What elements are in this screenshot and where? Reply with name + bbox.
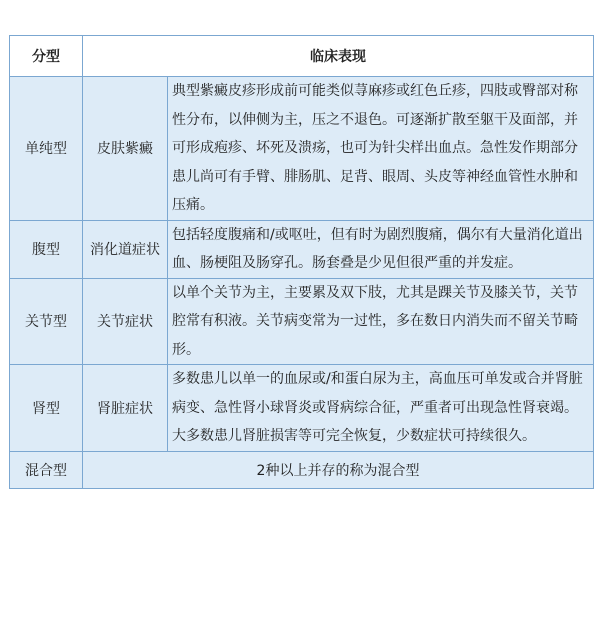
type-cell: 肾型 (10, 365, 83, 452)
type-cell: 腹型 (10, 220, 83, 278)
clinical-manifestation-table (9, 35, 594, 489)
type-cell: 关节型 (10, 278, 83, 365)
description-cell: 以单个关节为主，主要累及双下肢，尤其是踝关节及膝关节，关节腔常有积液。关节病变常为一过性，多在数日内消失而不留关节畸形。 (168, 278, 594, 365)
type-cell: 混合型 (10, 451, 83, 488)
description-cell: 包括轻度腹痛和/或呕吐，但有时为剧烈腹痛，偶尔有大量消化道出血、肠梗阻及肠穿孔。肠套叠是少见但很严重的并发症。 (168, 220, 594, 278)
type-cell: 单纯型 (10, 77, 83, 221)
table-header-row (10, 36, 594, 77)
header-manifestation: 临床表现 (83, 36, 594, 77)
description-cell: 2种以上并存的称为混合型 (83, 451, 594, 488)
table-row (10, 278, 594, 365)
table-row (10, 220, 594, 278)
symptom-cell: 关节症状 (83, 278, 168, 365)
symptom-cell: 消化道症状 (83, 220, 168, 278)
table-row-mixed (10, 451, 594, 488)
table-row (10, 77, 594, 221)
description-cell: 典型紫癜皮疹形成前可能类似荨麻疹或红色丘疹，四肢或臀部对称性分布，以伸侧为主，压之不退色。可逐渐扩散至躯干及面部，并可形成疱疹、坏死及溃疡，也可为针尖样出血点。急性发作期部分患儿尚可有手臂、腓肠肌、足背、眼周、头皮等神经血管性水肿和压痛。 (168, 77, 594, 221)
symptom-cell: 皮肤紫癜 (83, 77, 168, 221)
table-row (10, 365, 594, 452)
header-type: 分型 (10, 36, 83, 77)
description-cell: 多数患儿以单一的血尿或/和蛋白尿为主，高血压可单发或合并肾脏病变、急性肾小球肾炎或肾病综合征，严重者可出现急性肾衰竭。大多数患儿肾脏损害等可完全恢复，少数症状可持续很久。 (168, 365, 594, 452)
symptom-cell: 肾脏症状 (83, 365, 168, 452)
